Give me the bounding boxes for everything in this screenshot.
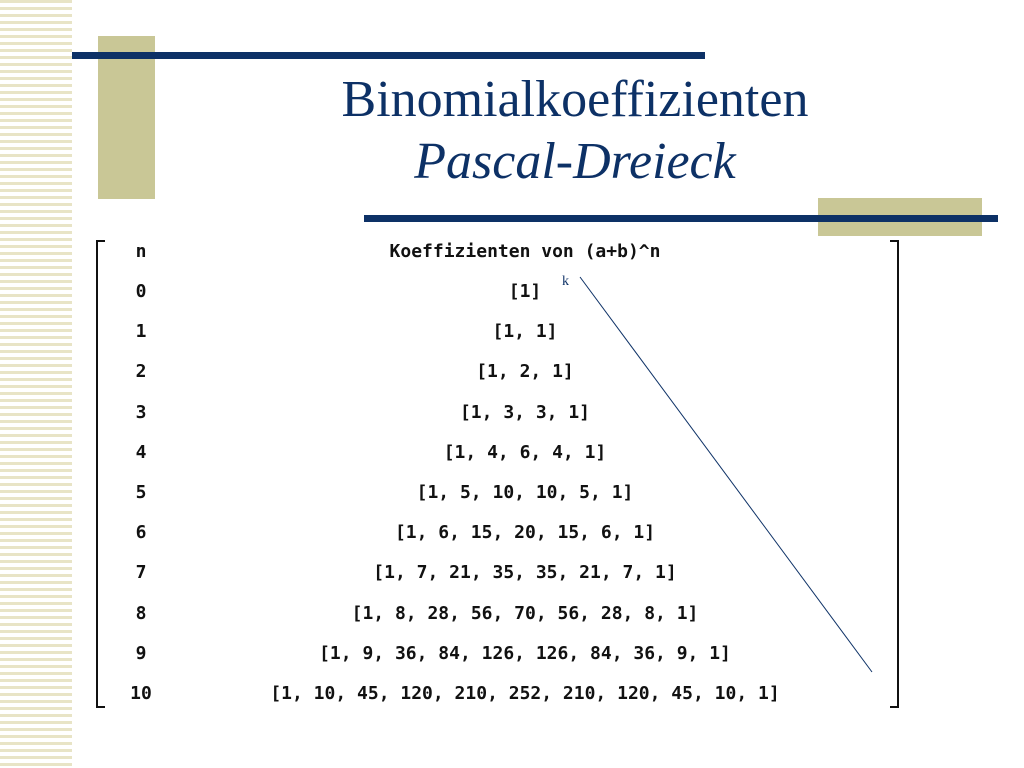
row-n: 8 [135,603,147,624]
row-coefficients: [1, 8, 28, 56, 70, 56, 28, 8, 1] [351,603,699,624]
row-coefficients: [1] [508,281,542,302]
row-n: 9 [135,643,147,664]
row-n: 7 [135,562,147,583]
row-coefficients: [1, 4, 6, 4, 1] [443,442,607,463]
header-coefficients: Koeffizienten von (a+b)^n [389,241,661,262]
slide-title: Binomialkoeffizienten [341,71,809,128]
row-coefficients: [1, 6, 15, 20, 15, 6, 1] [394,522,656,543]
row-coefficients: [1, 3, 3, 1] [459,402,591,423]
row-n: 6 [135,522,147,543]
row-n: 0 [135,281,147,302]
row-n: 2 [135,361,147,382]
row-coefficients: [1, 5, 10, 10, 5, 1] [416,482,634,503]
row-n: 4 [135,442,147,463]
row-n: 1 [135,321,147,342]
row-n: 10 [130,683,152,704]
row-n: 3 [135,402,147,423]
row-coefficients: [1, 2, 1] [476,361,574,382]
row-coefficients: [1, 9, 36, 84, 126, 126, 84, 36, 9, 1] [319,643,731,664]
header-n: n [135,241,147,262]
row-n: 5 [135,482,147,503]
row-coefficients: [1, 10, 45, 120, 210, 252, 210, 120, 45, 10, 1] [270,683,780,704]
slide-subtitle: Pascal-Dreieck [414,133,736,190]
row-coefficients: [1, 7, 21, 35, 35, 21, 7, 1] [373,562,677,583]
k-label: k [562,274,569,289]
row-coefficients: [1, 1] [492,321,558,342]
